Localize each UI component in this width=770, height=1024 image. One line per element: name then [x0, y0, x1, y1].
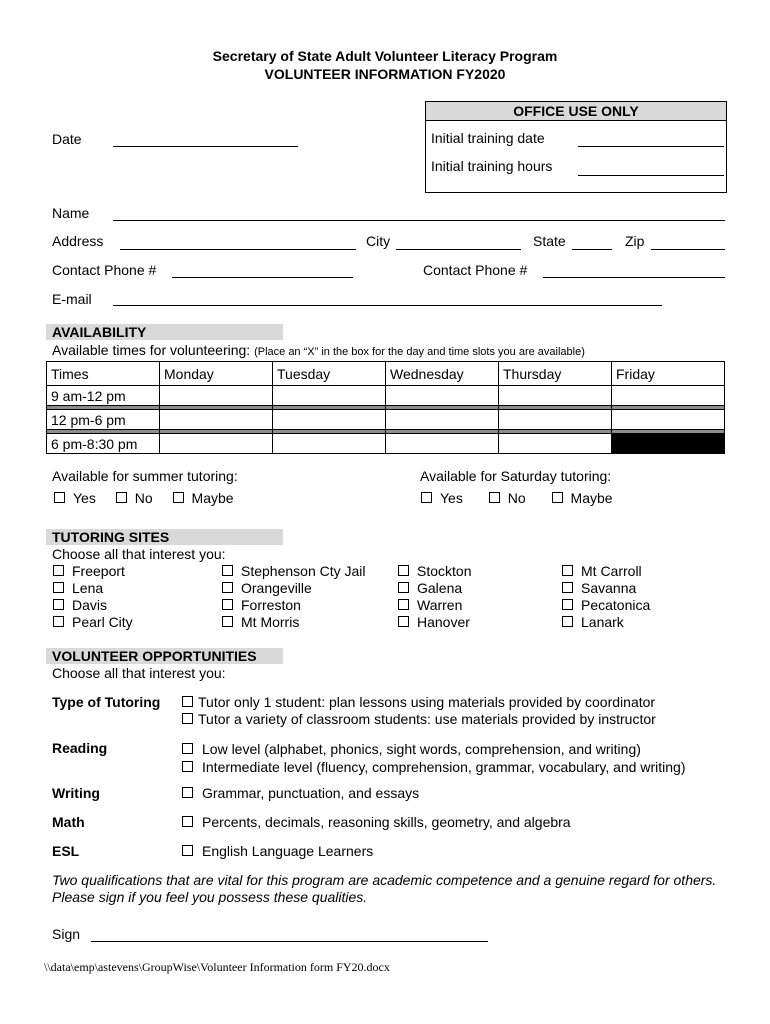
site-label: Stephenson Cty Jail	[241, 563, 366, 579]
writing-option[interactable]	[182, 785, 419, 801]
site-item[interactable]	[562, 597, 650, 614]
saturday-tutoring-label: Available for Saturday tutoring:	[420, 468, 612, 484]
math-label: Math	[52, 814, 85, 830]
checkbox[interactable]	[222, 616, 233, 627]
slot-cell[interactable]	[160, 386, 273, 406]
slot-cell[interactable]	[386, 434, 499, 454]
address-label: Address	[52, 233, 104, 249]
site-label: Lena	[72, 580, 104, 596]
sites-column-3	[398, 563, 471, 631]
site-item[interactable]	[222, 580, 366, 597]
option-label: No	[507, 490, 526, 506]
checkbox[interactable]	[562, 599, 573, 610]
math-option[interactable]	[182, 814, 571, 830]
checkbox[interactable]	[116, 492, 127, 503]
site-item[interactable]	[562, 563, 650, 580]
qualifications-line-1: Two qualifications that are vital for this program are academic competence and a genuine regard for others.	[52, 872, 717, 888]
opportunities-instruction: Choose all that interest you:	[52, 665, 226, 681]
site-label: Hanover	[417, 614, 470, 630]
training-hours-label: Initial training hours	[431, 158, 553, 174]
sites-column-4	[562, 563, 650, 631]
slot-cell[interactable]	[612, 410, 725, 430]
name-field[interactable]	[113, 220, 725, 221]
col-wednesday: Wednesday	[386, 362, 499, 386]
option-label: Yes	[440, 490, 463, 506]
col-monday: Monday	[160, 362, 273, 386]
checkbox[interactable]	[398, 599, 409, 610]
checkbox[interactable]	[562, 616, 573, 627]
esl-option[interactable]	[182, 843, 373, 859]
col-friday: Friday	[612, 362, 725, 386]
site-item[interactable]	[53, 563, 133, 580]
checkbox[interactable]	[222, 582, 233, 593]
option-label: Grammar, punctuation, and essays	[202, 785, 420, 801]
type-of-tutoring-label: Type of Tutoring	[52, 694, 161, 710]
slot-cell[interactable]	[273, 434, 386, 454]
slot-cell[interactable]	[160, 410, 273, 430]
slot-cell[interactable]	[273, 410, 386, 430]
form-subtitle: VOLUNTEER INFORMATION FY2020	[264, 66, 506, 82]
city-field[interactable]	[396, 249, 521, 250]
option-label: Yes	[73, 490, 96, 506]
option-label: Maybe	[570, 490, 613, 506]
checkbox[interactable]	[182, 845, 193, 856]
checkbox[interactable]	[53, 599, 64, 610]
availability-instructions	[52, 342, 585, 358]
site-label: Pecatonica	[581, 597, 651, 613]
checkbox[interactable]	[182, 761, 193, 772]
option-item[interactable]	[182, 694, 656, 711]
site-label: Galena	[417, 580, 463, 596]
slot-cell[interactable]	[160, 434, 273, 454]
email-label: E-mail	[52, 291, 92, 307]
option-label: Low level (alphabet, phonics, sight words, comprehension, and writing)	[202, 741, 641, 757]
checkbox[interactable]	[182, 787, 193, 798]
site-label: Savanna	[581, 580, 637, 596]
availability-heading: AVAILABILITY	[46, 324, 283, 340]
option-label: Intermediate level (fluency, comprehension, grammar, vocabulary, and writing)	[202, 759, 686, 775]
date-field[interactable]	[113, 146, 298, 147]
option-label: Tutor a variety of classroom students: use materials provided by instructor	[198, 711, 656, 727]
checkbox[interactable]	[182, 743, 193, 754]
state-label: State	[533, 233, 566, 249]
site-item[interactable]	[53, 597, 133, 614]
training-date-label: Initial training date	[431, 130, 545, 146]
slot-row	[47, 434, 725, 454]
summer-tutoring-label: Available for summer tutoring:	[52, 468, 238, 484]
site-item[interactable]	[53, 614, 133, 631]
site-item[interactable]	[398, 563, 471, 580]
training-hours-field[interactable]	[578, 175, 724, 176]
form-title: Secretary of State Adult Volunteer Literacy Program	[212, 48, 558, 64]
training-date-field[interactable]	[578, 146, 724, 147]
option-label: English Language Learners	[202, 843, 374, 859]
slot-cell[interactable]	[386, 386, 499, 406]
site-item[interactable]	[398, 597, 471, 614]
checkbox[interactable]	[53, 616, 64, 627]
site-label: Orangeville	[241, 580, 312, 596]
col-tuesday: Tuesday	[273, 362, 386, 386]
option-label: Percents, decimals, reasoning skills, geometry, and algebra	[202, 814, 571, 830]
option-item[interactable]	[182, 740, 685, 758]
checkbox[interactable]	[53, 565, 64, 576]
slot-cell[interactable]	[499, 410, 612, 430]
contact-phone-field[interactable]	[172, 277, 353, 278]
type-of-tutoring-options	[182, 694, 656, 728]
availability-table	[46, 361, 725, 454]
site-label: Pearl City	[72, 614, 133, 630]
checkbox[interactable]	[421, 492, 432, 503]
slot-label: 9 am-12 pm	[47, 386, 160, 406]
contact-phone-label: Contact Phone #	[52, 262, 157, 278]
tutoring-sites-instruction: Choose all that interest you:	[52, 546, 226, 562]
zip-label: Zip	[625, 233, 645, 249]
site-label: Lanark	[581, 614, 624, 630]
zip-field[interactable]	[651, 249, 725, 250]
office-use-box	[425, 101, 727, 193]
checkbox[interactable]	[54, 492, 65, 503]
slot-row	[47, 386, 725, 406]
tutoring-sites-heading: TUTORING SITES	[46, 529, 283, 545]
sites-column-1	[53, 563, 133, 631]
checkbox[interactable]	[182, 696, 193, 707]
slot-cell[interactable]	[386, 410, 499, 430]
checkbox[interactable]	[222, 599, 233, 610]
slot-label: 6 pm-8:30 pm	[47, 434, 160, 454]
option-item[interactable]	[182, 711, 656, 728]
slot-cell[interactable]	[612, 386, 725, 406]
site-label: Forreston	[241, 597, 301, 613]
site-item[interactable]	[398, 580, 471, 597]
checkbox[interactable]	[222, 565, 233, 576]
slot-cell[interactable]	[499, 386, 612, 406]
writing-label: Writing	[52, 785, 100, 801]
slot-cell[interactable]	[273, 386, 386, 406]
site-label: Freeport	[72, 563, 125, 579]
checkbox[interactable]	[398, 582, 409, 593]
slot-label: 12 pm-6 pm	[47, 410, 160, 430]
reading-options	[182, 740, 685, 776]
site-item[interactable]	[222, 614, 366, 631]
office-use-heading: OFFICE USE ONLY	[426, 102, 726, 121]
email-field[interactable]	[113, 305, 662, 306]
reading-label: Reading	[52, 740, 108, 756]
name-label: Name	[52, 205, 90, 221]
slot-cell[interactable]	[499, 434, 612, 454]
address-field[interactable]	[120, 249, 356, 250]
slot-row	[47, 410, 725, 430]
file-path: \\data\emp\astevens\GroupWise\Volunteer Information form FY20.docx	[44, 960, 390, 974]
signature-field[interactable]	[91, 941, 488, 942]
opportunities-heading: VOLUNTEER OPPORTUNITIES	[46, 648, 283, 664]
site-label: Stockton	[417, 563, 472, 579]
saturday-options	[421, 490, 613, 506]
checkbox[interactable]	[398, 565, 409, 576]
slot-cell-unavailable	[612, 434, 725, 454]
esl-label: ESL	[52, 843, 80, 859]
checkbox[interactable]	[53, 582, 64, 593]
checkbox[interactable]	[182, 816, 193, 827]
col-times: Times	[47, 362, 160, 386]
sites-column-2	[222, 563, 366, 631]
availability-instruction-note: (Place an “X” in the box for the day and time slots you are available)	[254, 346, 585, 358]
availability-header-row	[47, 362, 725, 386]
site-item[interactable]	[53, 580, 133, 597]
option-label: No	[134, 490, 153, 506]
checkbox[interactable]	[173, 492, 184, 503]
site-label: Davis	[72, 597, 108, 613]
date-label: Date	[52, 131, 82, 147]
sign-label: Sign	[52, 926, 81, 942]
checkbox[interactable]	[562, 565, 573, 576]
site-item[interactable]	[562, 614, 650, 631]
checkbox[interactable]	[552, 492, 563, 503]
checkbox[interactable]	[182, 713, 193, 724]
option-label: Tutor only 1 student: plan lessons using materials provided by coordinator	[198, 694, 656, 710]
col-thursday: Thursday	[499, 362, 612, 386]
availability-instruction-main: Available times for volunteering:	[52, 342, 251, 358]
checkbox[interactable]	[562, 582, 573, 593]
checkbox[interactable]	[489, 492, 500, 503]
contact-phone-2-label: Contact Phone #	[423, 262, 528, 278]
qualifications-line-2: Please sign if you feel you possess these qualities.	[52, 889, 368, 905]
site-item[interactable]	[222, 563, 366, 580]
site-label: Mt Morris	[241, 614, 300, 630]
contact-phone-2-field[interactable]	[543, 277, 725, 278]
site-item[interactable]	[562, 580, 650, 597]
checkbox[interactable]	[398, 616, 409, 627]
summer-options	[54, 490, 234, 506]
site-item[interactable]	[398, 614, 471, 631]
option-item[interactable]	[182, 758, 685, 776]
site-label: Warren	[417, 597, 463, 613]
city-label: City	[366, 233, 391, 249]
site-item[interactable]	[222, 597, 366, 614]
site-label: Mt Carroll	[581, 563, 642, 579]
option-label: Maybe	[191, 490, 234, 506]
state-field[interactable]	[572, 249, 612, 250]
